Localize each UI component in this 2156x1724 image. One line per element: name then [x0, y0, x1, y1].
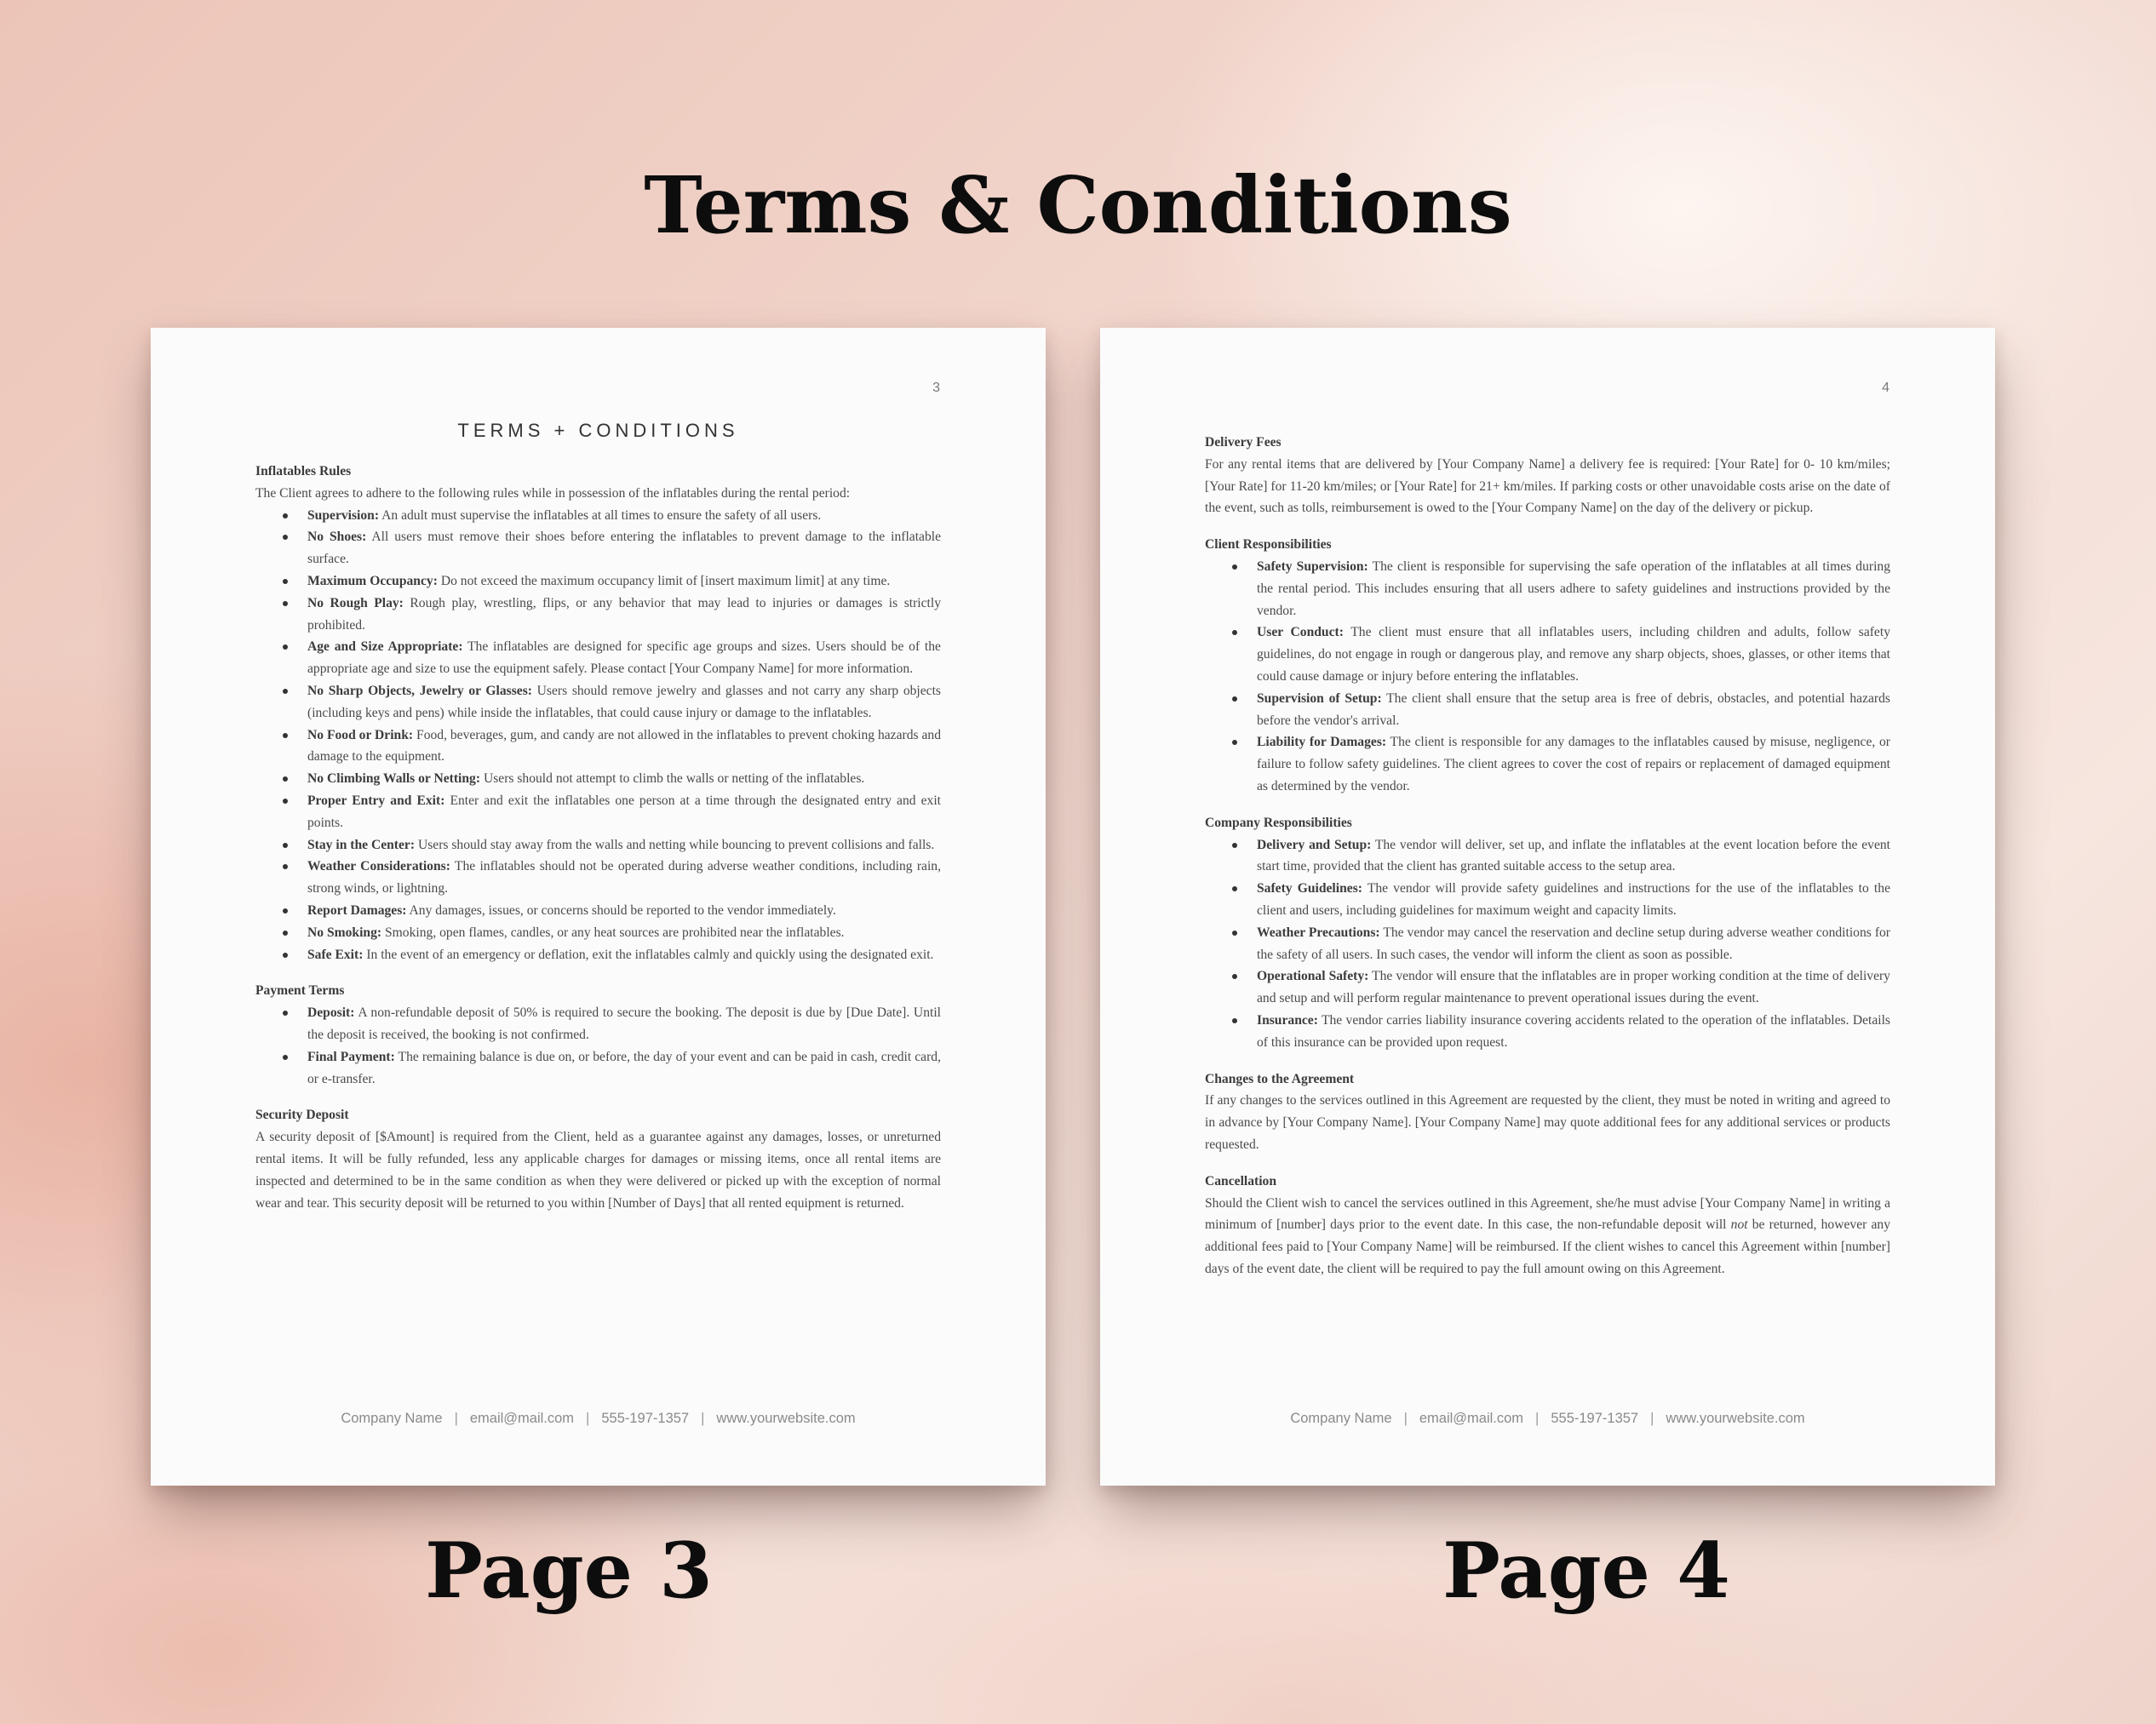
list-item [255, 725, 941, 769]
list-item [255, 768, 941, 790]
list-item-term: No Smoking: [307, 925, 382, 940]
list-item-text: The inflatables should not be operated during adverse weather conditions, including rain, strong winds, or lightning. [307, 859, 941, 896]
list-item-text: In the event of an emergency or deflation, exit the inflatables calmly and quickly using the designated exit. [366, 947, 934, 962]
list-item-text: Users should stay away from the walls and netting while bouncing to prevent collisions and falls. [417, 837, 935, 852]
list-item [1205, 965, 1890, 1010]
payment-terms-list [255, 1002, 941, 1090]
bullet-icon [1232, 886, 1237, 891]
footer-separator: | [701, 1411, 705, 1426]
list-item [255, 1046, 941, 1091]
bullet-icon [283, 513, 288, 518]
list-item-text: Food, beverages, gum, and candy are not allowed in the inflatables to prevent choking hazards and damage to the equipment. [307, 727, 941, 765]
list-item [255, 944, 941, 966]
footer-website: www.yourwebsite.com [716, 1411, 856, 1426]
page-footer [151, 1411, 1046, 1427]
page-number: 3 [932, 381, 940, 395]
list-item-text: A non-refundable deposit of 50% is required to secure the booking. The deposit is due by [Due Date]. Until the deposit is received, the booking is not confirmed. [307, 1005, 941, 1042]
list-item-text: Any damages, issues, or concerns should be reported to the vendor immediately. [409, 902, 836, 918]
section-heading-company-responsibilities: Company Responsibilities [1205, 815, 1352, 830]
list-item-text: The vendor may cancel the reservation and decline setup during adverse weather conditions for the safety of all users. In such cases, the vendor will inform the client as soon as possible. [1257, 925, 1891, 962]
bullet-icon [283, 689, 288, 694]
list-item-text: The vendor will deliver, set up, and inflate the inflatables at the event location before the event start time, provided that the client has granted suitable access to the setup area. [1257, 837, 1890, 874]
section-heading-changes: Changes to the Agreement [1205, 1071, 1355, 1086]
footer-separator: | [1650, 1411, 1654, 1426]
list-item-term: No Food or Drink: [307, 727, 414, 742]
list-item [255, 680, 941, 725]
list-item [255, 593, 941, 637]
bullet-icon [283, 1055, 288, 1060]
list-item-term: Weather Precautions: [1257, 925, 1380, 940]
footer-phone: 555-197-1357 [601, 1411, 690, 1426]
list-item [255, 526, 941, 570]
list-item-term: No Shoes: [307, 530, 367, 545]
section-heading-payment-terms: Payment Terms [255, 983, 345, 999]
changes-text: If any changes to the services outlined in this Agreement are requested by the client, they must be noted in writing and agreed to in advance by [Your Company Name]. [Your Company Name] may quote additional fees for any additional services or products requested. [1205, 1093, 1890, 1152]
bullet-icon [1232, 843, 1237, 848]
list-item-text: An adult must supervise the inflatables at all times to ensure the safety of all users. [381, 507, 822, 523]
bullet-icon [283, 1011, 288, 1016]
list-item-text: Users should not attempt to climb the walls or netting of the inflatables. [483, 771, 865, 787]
list-item [1205, 688, 1890, 732]
bullet-icon [283, 799, 288, 804]
list-item-term: Stay in the Center: [307, 837, 416, 852]
bullet-icon [283, 535, 288, 540]
bullet-icon [1232, 740, 1237, 745]
footer-company: Company Name [341, 1411, 443, 1426]
page-label-3: Page 3 [425, 1526, 713, 1616]
list-item-text: The client is responsible for any damages to the inflatables caused by misuse, negligence, or failure to follow safety guidelines. The client agrees to cover the cost of repairs or replacement of damaged equipment as determined by the vendor. [1257, 735, 1890, 793]
bullet-icon [1232, 564, 1237, 570]
section-heading-client-responsibilities: Client Responsibilities [1205, 537, 1332, 553]
document-title: TERMS + CONDITIONS [457, 420, 739, 441]
cancellation-emphasis: not [1730, 1217, 1748, 1233]
delivery-fees-text: For any rental items that are delivered by [Your Company Name] a delivery fee is required: [Your Rate] for 0- 10 km/miles; [Your Rate] for 11-20 km/miles; or [Your Rate] for 21+ km/miles. If parking costs or other unavoidable costs arise on the date of the event, such as tolls, reimbursement is owed to the [Your Company Name] on the day of the delivery or pickup. [1205, 456, 1890, 516]
list-item [1205, 922, 1890, 966]
list-item-term: Deposit: [307, 1005, 355, 1021]
list-item-text: The inflatables are designed for specific age groups and sizes. Users should be of the appropriate age and size to use the equipment safely. Please contact [Your Company Name] for more information. [307, 639, 941, 677]
footer-email: email@mail.com [1419, 1411, 1524, 1426]
list-item-text: Smoking, open flames, candles, or any heat sources are prohibited near the inflatables. [385, 925, 845, 940]
page-content [1205, 432, 1890, 1280]
footer-website: www.yourwebsite.com [1666, 1411, 1805, 1426]
bullet-icon [283, 931, 288, 936]
list-item-term: User Conduct: [1257, 625, 1344, 640]
list-item [1205, 556, 1890, 621]
bullet-icon [283, 953, 288, 958]
section-heading-inflatables-rules: Inflatables Rules [255, 464, 352, 478]
list-item [255, 834, 941, 856]
list-item-text: All users must remove their shoes before entering the inflatables to prevent damage to the inflatable surface. [307, 530, 941, 567]
list-item-term: Insurance: [1257, 1012, 1318, 1028]
list-item-text: The client must ensure that all inflatables users, including children and adults, follow safety guidelines, do not engage in rough or dangerous play, and remove any sharp objects, shoes, glasses, or other items that could cause damage or injury before entering the inflatables. [1257, 625, 1890, 684]
bullet-icon [283, 601, 288, 606]
list-item-text: The vendor will ensure that the inflatables are in proper working condition at the time of delivery and setup and will perform regular maintenance to prevent operational issues during the event. [1257, 969, 1890, 1006]
footer-separator: | [454, 1411, 458, 1426]
document-page-3 [151, 328, 1046, 1486]
list-item-text: Rough play, wrestling, flips, or any behavior that may lead to injuries or damages is strictly prohibited. [307, 595, 942, 633]
footer-separator: | [1535, 1411, 1540, 1426]
list-item-term: Liability for Damages: [1257, 735, 1387, 750]
list-item [255, 1002, 941, 1046]
bullet-icon [283, 864, 288, 869]
footer-separator: | [586, 1411, 590, 1426]
list-item [255, 790, 941, 834]
list-item [1205, 731, 1890, 797]
list-item-term: Proper Entry and Exit: [307, 793, 445, 808]
list-item-term: Safe Exit: [307, 947, 364, 962]
document-page-4 [1100, 328, 1995, 1486]
company-responsibilities-list [1205, 834, 1890, 1054]
list-item-term: No Climbing Walls or Netting: [307, 771, 481, 787]
section-heading-delivery-fees: Delivery Fees [1205, 435, 1282, 450]
footer-company: Company Name [1290, 1411, 1392, 1426]
bullet-icon [1232, 630, 1237, 635]
list-item-text: The client shall ensure that the setup area is free of debris, obstacles, and potential hazards before the vendor's arrival. [1257, 690, 1890, 728]
list-item [255, 922, 941, 944]
bullet-icon [283, 644, 288, 650]
footer-phone: 555-197-1357 [1551, 1411, 1639, 1426]
list-item-term: Safety Supervision: [1257, 558, 1368, 574]
page-label-4: Page 4 [1442, 1526, 1730, 1616]
list-item [255, 570, 941, 593]
list-item-term: Weather Considerations: [307, 859, 450, 874]
page-number: 4 [1882, 381, 1889, 395]
list-item-text: Do not exceed the maximum occupancy limit of [insert maximum limit] at any time. [440, 573, 891, 588]
bullet-icon [283, 843, 288, 848]
list-item-text: The vendor will provide safety guidelines and instructions for the use of the inflatables to the client and users, including guidelines for maximum weight and capacity limits. [1257, 881, 1890, 918]
cancellation-text-part: be returned, however any additional fees paid to [Your Company Name] will be reimbursed. If the client wishes to cancel this Agreement within [number] days of the event date, the client will be required to pay the full amount owing on this Agreement. [1205, 1217, 1890, 1276]
list-item-text: Enter and exit the inflatables one person at a time through the designated entry and exit points. [307, 793, 942, 830]
list-item [255, 636, 941, 680]
cancellation-text [1205, 1193, 1890, 1280]
list-item [255, 856, 941, 900]
bullet-icon [283, 776, 288, 782]
list-item [1205, 621, 1890, 687]
list-item-term: Safety Guidelines: [1257, 881, 1362, 896]
cancellation-text-part: Should the Client wish to cancel the services outlined in this Agreement, she/he must advise [Your Company Name] in writing a minimum of [number] days prior to the event date. In this case, the non-refundable deposit will [1205, 1195, 1890, 1233]
inflatables-intro: The Client agrees to adhere to the following rules while in possession of the inflatables during the rental period: [255, 485, 851, 501]
bullet-icon [283, 908, 288, 914]
footer-separator: | [1403, 1411, 1408, 1426]
list-item-term: Supervision of Setup: [1257, 690, 1382, 706]
list-item [1205, 834, 1890, 879]
section-heading-security-deposit: Security Deposit [255, 1108, 349, 1123]
list-item-term: Delivery and Setup: [1257, 837, 1372, 852]
list-item-text: The client is responsible for supervising the safe operation of the inflatables at all times during the rental period. This includes ensuring that all users adhere to safety guidelines and instructions provided by the vendor. [1257, 558, 1891, 618]
section-heading-cancellation: Cancellation [1205, 1173, 1277, 1188]
list-item [1205, 1010, 1890, 1054]
bullet-icon [1232, 974, 1237, 979]
list-item [255, 900, 941, 922]
bullet-icon [283, 579, 288, 584]
list-item-term: Operational Safety: [1257, 969, 1369, 984]
list-item-text: The vendor carries liability insurance covering accidents related to the operation of the inflatables. Details of this insurance can be provided upon request. [1257, 1012, 1890, 1050]
page-content [255, 421, 941, 1214]
list-item-term: Maximum Occupancy: [307, 573, 438, 588]
inflatables-rules-list [255, 505, 941, 966]
list-item-text: Users should remove jewelry and glasses and not carry any sharp objects (including keys and pens) while inside the inflatables, that could cause injury or damage to the inflatables. [307, 683, 942, 720]
list-item-term: Report Damages: [307, 902, 407, 918]
client-responsibilities-list [1205, 556, 1890, 798]
list-item-term: No Rough Play: [307, 595, 404, 610]
page-footer [1100, 1411, 1995, 1427]
list-item-term: Supervision: [307, 507, 380, 523]
list-item-term: Age and Size Appropriate: [307, 639, 463, 655]
bullet-icon [1232, 1018, 1237, 1023]
list-item-term: Final Payment: [307, 1049, 395, 1064]
list-item [1205, 878, 1890, 922]
list-item-term: No Sharp Objects, Jewelry or Glasses: [307, 683, 532, 698]
bullet-icon [1232, 931, 1237, 936]
bullet-icon [283, 733, 288, 738]
security-deposit-text: A security deposit of [$Amount] is required from the Client, held as a guarantee against any damages, losses, or unreturned rental items. It will be fully refunded, less any applicable charges for damages or missing items, once all rental items are inspected and determined to be in the same condition as when they were delivered or picked up with the exception of normal wear and tear. This security deposit will be returned to you within [Number of Days] that all rented equipment is returned. [255, 1130, 941, 1211]
headline: Terms & Conditions [644, 159, 1512, 251]
list-item [255, 505, 941, 527]
list-item-text: The remaining balance is due on, or before, the day of your event and can be paid in cash, credit card, or e-transfer. [307, 1049, 941, 1086]
footer-email: email@mail.com [469, 1411, 575, 1426]
bullet-icon [1232, 696, 1237, 702]
